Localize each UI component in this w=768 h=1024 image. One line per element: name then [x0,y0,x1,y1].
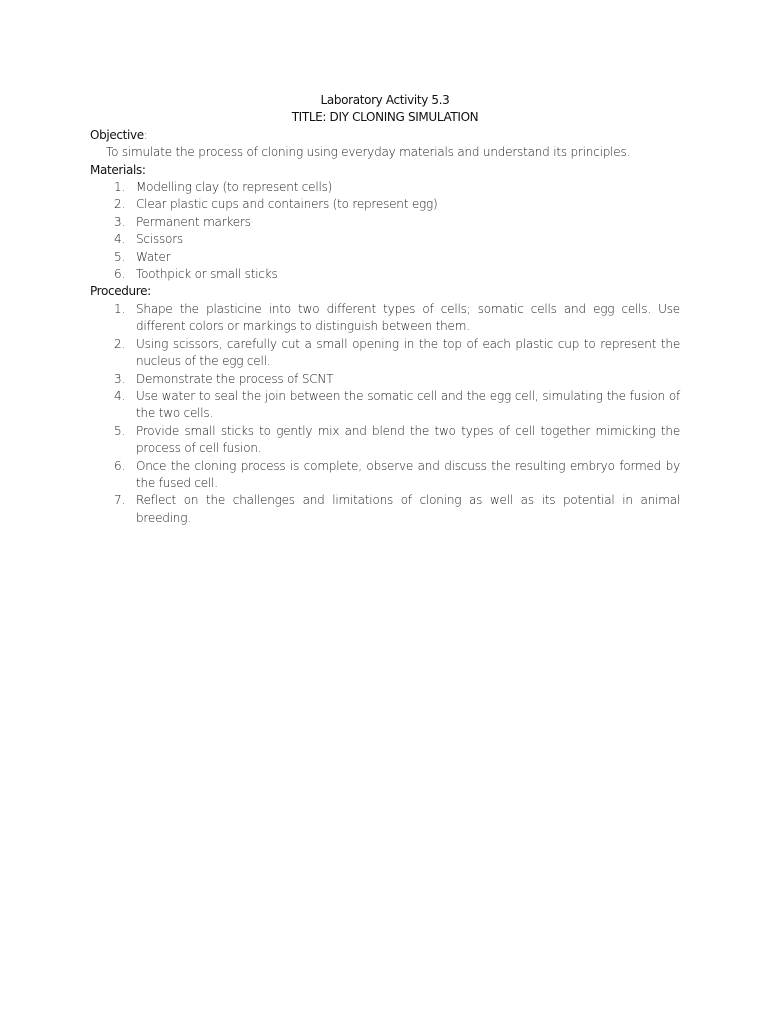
procedure-list-item [90,458,680,493]
procedure-step-text: Use water to seal the join between the somatic cell and the egg cell, simulating the fusion of the two cells. [136,388,680,421]
materials-list-item [90,266,680,283]
procedure-list [90,301,680,527]
list-number: 5. [114,249,126,264]
procedure-heading: Procedure: [90,284,151,299]
procedure-step-text: Reflect on the challenges and limitations of cloning as well as its potential in animal breeding. [136,493,680,525]
procedure-list-item [90,336,680,371]
list-number: 2. [114,336,126,351]
procedure-step-text: Once the cloning process is complete, observe and discuss the resulting embryo formed by the fused cell. [136,458,680,490]
objective-colon: : [143,127,148,142]
list-number: 3. [114,214,126,229]
procedure-list-item [90,371,680,388]
materials-list-item [90,214,680,231]
materials-heading: Materials: [90,162,146,177]
materials-list-item [90,196,680,213]
list-number: 6. [114,267,126,282]
list-number: 3. [114,371,126,386]
objective-label: Objective [90,127,144,142]
procedure-step-text: Demonstrate the process of SCNT [136,371,334,386]
materials-list-item [90,231,680,248]
materials-list-item [90,179,680,196]
objective-heading [90,127,680,144]
list-number: 4. [114,232,126,247]
list-number: 1. [114,301,126,316]
material-text: Water [136,249,171,264]
document-title-line-2: TITLE: DIY CLONING SIMULATION [291,110,479,125]
document-title-line-1: Laboratory Activity 5.3 [320,93,450,107]
procedure-list-item [90,492,680,527]
materials-list-item [90,249,680,266]
procedure-step-text: Provide small sticks to gently mix and blend the two types of cell together mimicking the process of cell fusion. [136,423,680,456]
material-text: Clear plastic cups and containers (to represent egg) [136,197,438,212]
materials-list [90,179,680,283]
procedure-list-item [90,301,680,336]
material-text: Modelling clay (to represent cells) [136,180,333,195]
list-number: 5. [114,423,126,438]
list-number: 6. [114,458,126,473]
procedure-list-item [90,423,680,458]
list-number: 2. [114,197,126,212]
list-number: 1. [114,180,126,195]
procedure-step-text: Shape the plasticine into two different types of cells; somatic cells and egg cells. Use different colors or markings to distinguish between them. [136,301,680,334]
material-text: Scissors [136,232,183,247]
objective-text: To simulate the process of cloning using everyday materials and understand its principles. [106,145,631,160]
document-body [90,92,680,527]
material-text: Toothpick or small sticks [136,267,278,282]
list-number: 7. [114,493,126,508]
procedure-step-text: Using scissors, carefully cut a small opening in the top of each plastic cup to represent the nucleus of the egg cell. [136,336,680,369]
material-text: Permanent markers [136,214,251,229]
list-number: 4. [114,388,126,403]
procedure-list-item [90,388,680,423]
